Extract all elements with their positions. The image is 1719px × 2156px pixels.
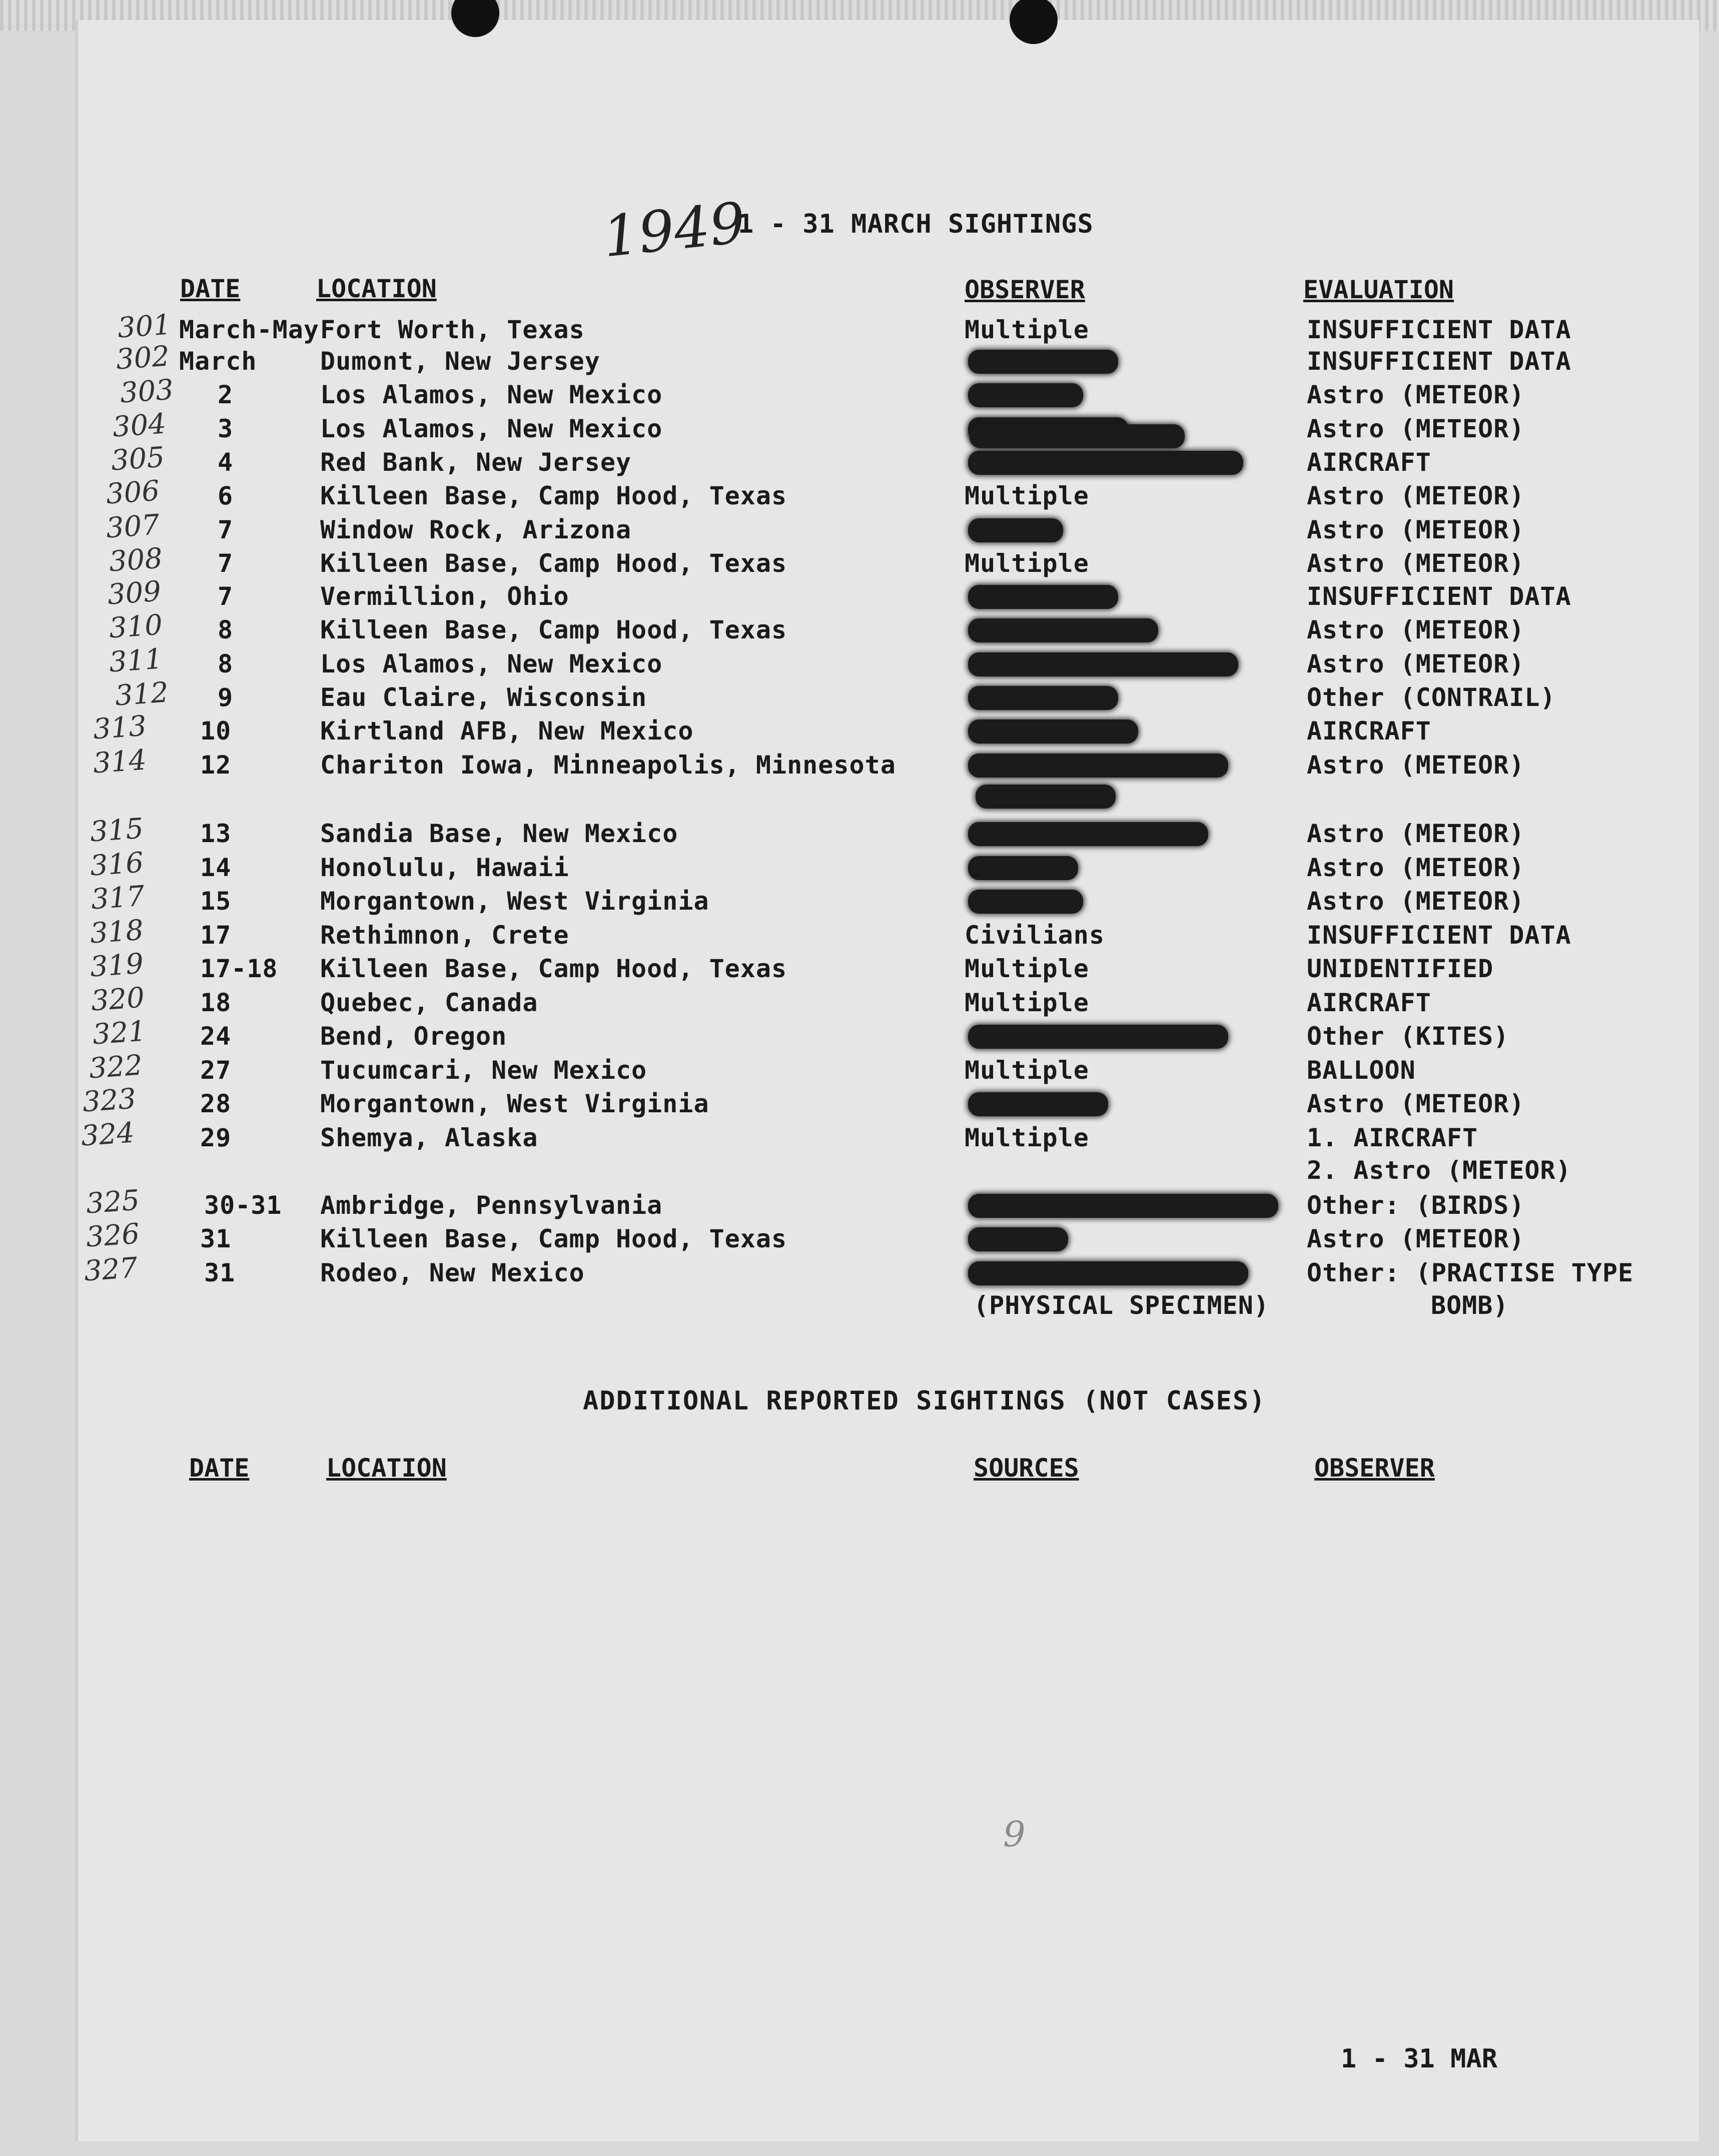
row-evaluation: Astro (METEOR) (1307, 649, 1525, 678)
redacted-observer (968, 1261, 1248, 1285)
redacted-observer (968, 856, 1078, 880)
header-observer: OBSERVER (965, 275, 1085, 304)
row-location: Dumont, New Jersey (320, 347, 600, 376)
additional-sightings-title: ADDITIONAL REPORTED SIGHTINGS (NOT CASES) (583, 1386, 1266, 1416)
row-location: Fort Worth, Texas (320, 315, 585, 344)
redacted-observer (968, 754, 1228, 778)
row-evaluation: Astro (METEOR) (1307, 1089, 1525, 1118)
row-observer: Multiple (965, 1123, 1089, 1152)
row-date: 24 (200, 1022, 232, 1051)
case-number: 321 (91, 1015, 148, 1051)
row-location: Vermillion, Ohio (320, 582, 569, 611)
additional-header-location: LOCATION (326, 1454, 447, 1483)
row-evaluation: AIRCRAFT (1307, 448, 1431, 477)
case-number: 307 (105, 508, 161, 545)
row-evaluation-line2: BOMB) (1431, 1291, 1509, 1320)
additional-header-date: DATE (189, 1454, 250, 1483)
redacted-observer (968, 720, 1138, 744)
row-location: Window Rock, Arizona (320, 515, 632, 544)
handwritten-year: 1949 (599, 190, 749, 270)
row-evaluation: INSUFFICIENT DATA (1307, 921, 1571, 950)
row-date: 29 (200, 1123, 232, 1152)
case-number: 303 (119, 373, 175, 410)
redacted-observer (968, 1227, 1068, 1251)
row-date: 31 (204, 1258, 236, 1287)
footer-date-range: 1 - 31 MAR (1341, 2044, 1498, 2074)
row-location: Red Bank, New Jersey (320, 448, 632, 477)
row-observer: Multiple (965, 481, 1089, 510)
row-date: March (179, 347, 257, 376)
additional-header-observer: OBSERVER (1314, 1454, 1435, 1483)
row-evaluation: AIRCRAFT (1307, 988, 1431, 1017)
row-observer: Multiple (965, 954, 1089, 983)
row-date: 4 (218, 448, 234, 477)
row-observer: Multiple (965, 549, 1089, 578)
row-date: 12 (200, 751, 232, 780)
row-location: Ambridge, Pennsylvania (320, 1191, 663, 1220)
case-number: 312 (114, 676, 170, 712)
row-location: Honolulu, Hawaii (320, 853, 569, 882)
case-number: 327 (83, 1251, 139, 1288)
row-location: Rethimnon, Crete (320, 921, 569, 950)
margin-mark: 9 (1003, 1814, 1026, 1855)
case-number: 305 (110, 441, 166, 477)
row-date: 28 (200, 1089, 232, 1118)
row-evaluation: 1. AIRCRAFT (1307, 1123, 1478, 1152)
row-location: Killeen Base, Camp Hood, Texas (320, 615, 787, 644)
row-location: Shemya, Alaska (320, 1123, 538, 1152)
case-number: 319 (89, 947, 145, 984)
redacted-observer (968, 686, 1118, 710)
redacted-observer (968, 451, 1243, 475)
case-number: 309 (106, 575, 163, 611)
case-number: 316 (89, 846, 145, 883)
case-number: 320 (90, 981, 146, 1018)
row-location: Killeen Base, Camp Hood, Texas (320, 549, 787, 578)
row-location: Los Alamos, New Mexico (320, 649, 663, 678)
redacted-observer (968, 1092, 1108, 1116)
row-observer: Multiple (965, 988, 1089, 1017)
row-evaluation: Astro (METEOR) (1307, 751, 1525, 780)
header-location: LOCATION (316, 274, 437, 303)
case-number: 313 (92, 709, 148, 746)
row-evaluation: Astro (METEOR) (1307, 549, 1525, 578)
header-date: DATE (180, 274, 241, 303)
row-location: Kirtland AFB, New Mexico (320, 716, 694, 746)
row-evaluation: Astro (METEOR) (1307, 615, 1525, 644)
row-location: Morgantown, West Virginia (320, 887, 709, 916)
row-location: Eau Claire, Wisconsin (320, 683, 647, 712)
case-number: 326 (85, 1217, 141, 1254)
redacted-observer (968, 350, 1118, 374)
row-location: Killeen Base, Camp Hood, Texas (320, 481, 787, 510)
row-location: Bend, Oregon (320, 1022, 507, 1051)
additional-header-sources: SOURCES (974, 1454, 1079, 1483)
row-date: 17 (200, 921, 232, 950)
case-number: 302 (115, 340, 171, 376)
case-number: 324 (80, 1116, 136, 1153)
row-evaluation: Astro (METEOR) (1307, 481, 1525, 510)
row-evaluation: Astro (METEOR) (1307, 1224, 1525, 1253)
page-title: 1 - 31 MARCH SIGHTINGS (738, 209, 1094, 239)
row-date: 3 (218, 414, 234, 443)
row-evaluation: Astro (METEOR) (1307, 515, 1525, 544)
row-evaluation: Other: (PRACTISE TYPE (1307, 1258, 1634, 1287)
row-date: 18 (200, 988, 232, 1017)
row-evaluation: BALLOON (1307, 1056, 1416, 1085)
case-number: 308 (108, 542, 164, 578)
redaction-mark (976, 785, 1116, 809)
case-number: 323 (81, 1082, 138, 1119)
row-date: 10 (200, 716, 232, 746)
redaction-mark (970, 424, 1185, 448)
redacted-observer (968, 618, 1158, 642)
row-date: 30-31 (204, 1191, 282, 1220)
row-date: 7 (218, 549, 234, 578)
row-evaluation: INSUFFICIENT DATA (1307, 582, 1571, 611)
row-location: Los Alamos, New Mexico (320, 380, 663, 409)
redacted-observer (968, 585, 1118, 609)
row-location: Sandia Base, New Mexico (320, 819, 678, 848)
case-number: 310 (108, 608, 164, 645)
row-date: 7 (218, 582, 234, 611)
row-location: Morgantown, West Virginia (320, 1089, 709, 1118)
row-date: 7 (218, 515, 234, 544)
row-observer-line2: (PHYSICAL SPECIMEN) (974, 1291, 1269, 1320)
row-date: 15 (200, 887, 232, 916)
case-number: 325 (85, 1184, 141, 1220)
row-evaluation: Other (CONTRAIL) (1307, 683, 1556, 712)
row-location: Tucumcari, New Mexico (320, 1056, 647, 1085)
row-date: March-May (179, 315, 319, 344)
case-number: 318 (89, 914, 145, 950)
row-location: Killeen Base, Camp Hood, Texas (320, 1224, 787, 1253)
row-location: Killeen Base, Camp Hood, Texas (320, 954, 787, 983)
redacted-observer (968, 1025, 1228, 1049)
row-date: 14 (200, 853, 232, 882)
row-evaluation: Other: (BIRDS) (1307, 1191, 1525, 1220)
row-date: 2 (218, 380, 234, 409)
row-date: 27 (200, 1056, 232, 1085)
row-evaluation: Astro (METEOR) (1307, 819, 1525, 848)
redacted-observer (968, 518, 1063, 542)
row-location: Rodeo, New Mexico (320, 1258, 585, 1287)
row-date: 8 (218, 649, 234, 678)
row-evaluation: Astro (METEOR) (1307, 380, 1525, 409)
redacted-observer (968, 822, 1208, 846)
row-location: Los Alamos, New Mexico (320, 414, 663, 443)
redacted-observer (968, 383, 1083, 407)
row-location: Chariton Iowa, Minneapolis, Minnesota (320, 751, 896, 780)
case-number: 301 (116, 308, 173, 345)
row-evaluation: INSUFFICIENT DATA (1307, 347, 1571, 376)
row-evaluation: Astro (METEOR) (1307, 414, 1525, 443)
case-number: 314 (92, 744, 148, 780)
row-observer: Civilians (965, 921, 1105, 950)
row-date: 8 (218, 615, 234, 644)
case-number: 315 (89, 812, 145, 849)
redacted-observer (968, 890, 1083, 914)
row-evaluation: AIRCRAFT (1307, 716, 1431, 746)
case-number: 311 (108, 642, 164, 679)
row-evaluation: Other (KITES) (1307, 1022, 1509, 1051)
row-date: 9 (218, 683, 234, 712)
case-number: 322 (88, 1049, 144, 1085)
row-evaluation: INSUFFICIENT DATA (1307, 315, 1571, 344)
row-date: 17-18 (200, 954, 278, 983)
row-observer: Multiple (965, 1056, 1089, 1085)
header-evaluation: EVALUATION (1303, 275, 1454, 304)
row-location: Quebec, Canada (320, 988, 538, 1017)
row-evaluation: Astro (METEOR) (1307, 887, 1525, 916)
row-date: 13 (200, 819, 232, 848)
redacted-observer (968, 652, 1238, 676)
row-date: 6 (218, 481, 234, 510)
case-number: 317 (90, 880, 146, 916)
row-date: 31 (200, 1224, 232, 1253)
case-number: 306 (105, 474, 161, 511)
redacted-observer (968, 1194, 1278, 1218)
row-observer: Multiple (965, 315, 1089, 344)
row-evaluation-line2: 2. Astro (METEOR) (1307, 1156, 1571, 1185)
case-number: 304 (111, 407, 168, 444)
row-evaluation: UNIDENTIFIED (1307, 954, 1494, 983)
row-evaluation: Astro (METEOR) (1307, 853, 1525, 882)
